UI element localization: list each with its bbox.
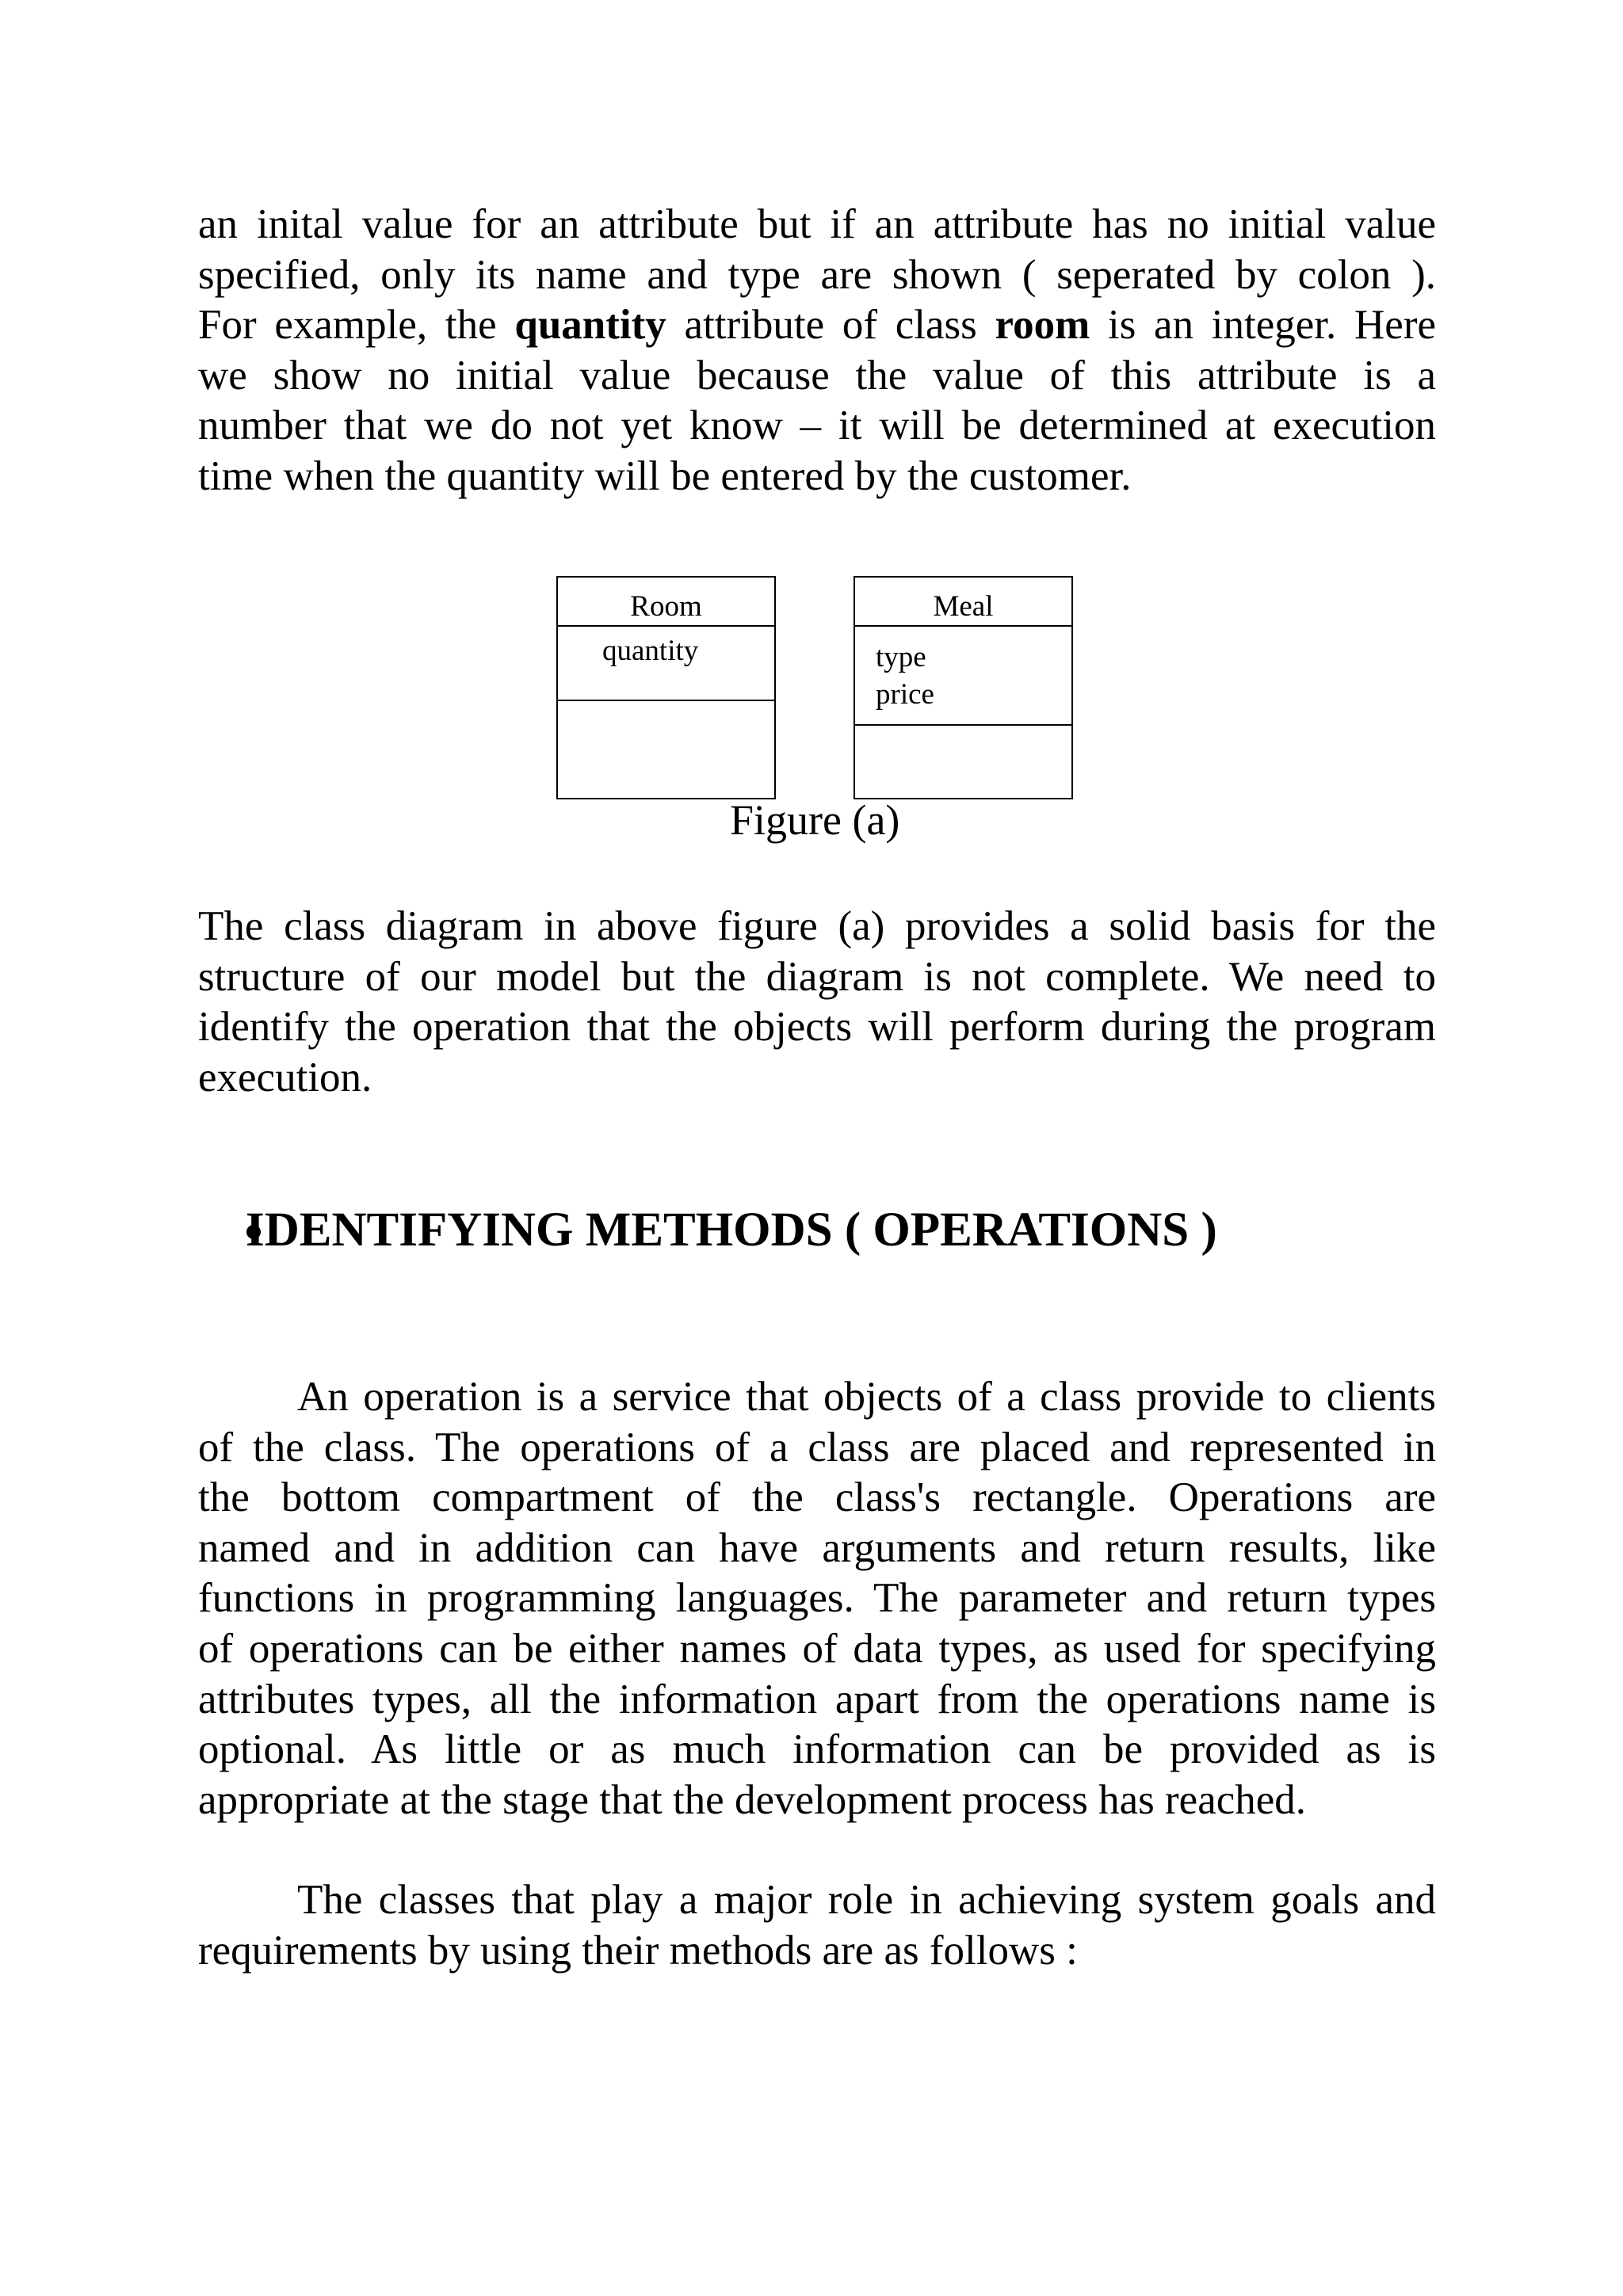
text-line: optional. As little or as much information can be provided as is xyxy=(198,1726,1436,1773)
text-line: The class diagram in above figure (a) provides a solid basis for the xyxy=(198,903,1436,949)
bold-term-room: room xyxy=(995,302,1090,349)
text-line: The classes that play a major role in achieving system goals and xyxy=(297,1877,1436,1923)
class-box-meal xyxy=(854,576,1073,799)
text-line: an inital value for an attribute but if an attribute has no initial value xyxy=(198,201,1436,247)
class-attributes-room xyxy=(558,627,774,701)
class-name-meal: Meal xyxy=(855,578,1071,627)
text-line: we show no initial value because the value of this attribute is a xyxy=(198,352,1436,399)
attribute-price: price xyxy=(876,678,934,711)
class-name-room: Room xyxy=(558,578,774,627)
text-line: specified, only its name and type are shown ( seperated by colon ). xyxy=(198,251,1436,298)
text-line: structure of our model but the diagram is not complete. We need to xyxy=(198,953,1436,1000)
paragraph-operations xyxy=(198,1372,1436,1825)
figure-caption: Figure (a) xyxy=(730,796,900,844)
text-line: execution. xyxy=(198,1054,372,1100)
paragraph-classes-intro xyxy=(198,1875,1436,1976)
text-line: number that we do not yet know – it will be determined at execution xyxy=(198,402,1436,449)
text-line: of the class. The operations of a class are placed and represented in xyxy=(198,1424,1436,1470)
text-line: requirements by using their methods are as follows : xyxy=(198,1927,1078,1974)
paragraph-diagram-incomplete xyxy=(198,902,1436,1103)
text-line-with-bold xyxy=(198,300,1436,351)
class-box-room xyxy=(556,576,776,799)
class-operations-room xyxy=(558,701,774,797)
class-attributes-meal xyxy=(855,627,1071,726)
text-run: is an integer. Here xyxy=(1090,302,1436,349)
text-line: time when the quantity will be entered by the customer. xyxy=(198,452,1132,499)
text-line: named and in addition can have arguments and return results, like xyxy=(198,1524,1436,1571)
bold-term-quantity: quantity xyxy=(514,302,666,349)
attribute-quantity: quantity xyxy=(602,635,699,667)
text-line: appropriate at the stage that the development process has reached. xyxy=(198,1776,1307,1823)
text-line: functions in programming languages. The parameter and return types xyxy=(198,1575,1436,1622)
text-line: identify the operation that the objects will perform during the program xyxy=(198,1004,1436,1051)
text-line: of operations can be either names of data types, as used for specifying xyxy=(198,1625,1436,1672)
text-run: attribute of class xyxy=(666,302,995,349)
text-line: the bottom compartment of the class's rectangle. Operations are xyxy=(198,1474,1436,1521)
text-line: attributes types, all the information apart from the operations name is xyxy=(198,1676,1436,1722)
paragraph-attribute-intro xyxy=(198,200,1436,502)
attribute-type: type xyxy=(876,641,926,673)
text-line: An operation is a service that objects of a class provide to clients xyxy=(297,1374,1436,1420)
class-operations-meal xyxy=(855,726,1071,797)
text-run: For example, the xyxy=(198,302,515,349)
section-heading: IDENTIFYING METHODS ( OPERATIONS ) xyxy=(246,1203,1217,1257)
